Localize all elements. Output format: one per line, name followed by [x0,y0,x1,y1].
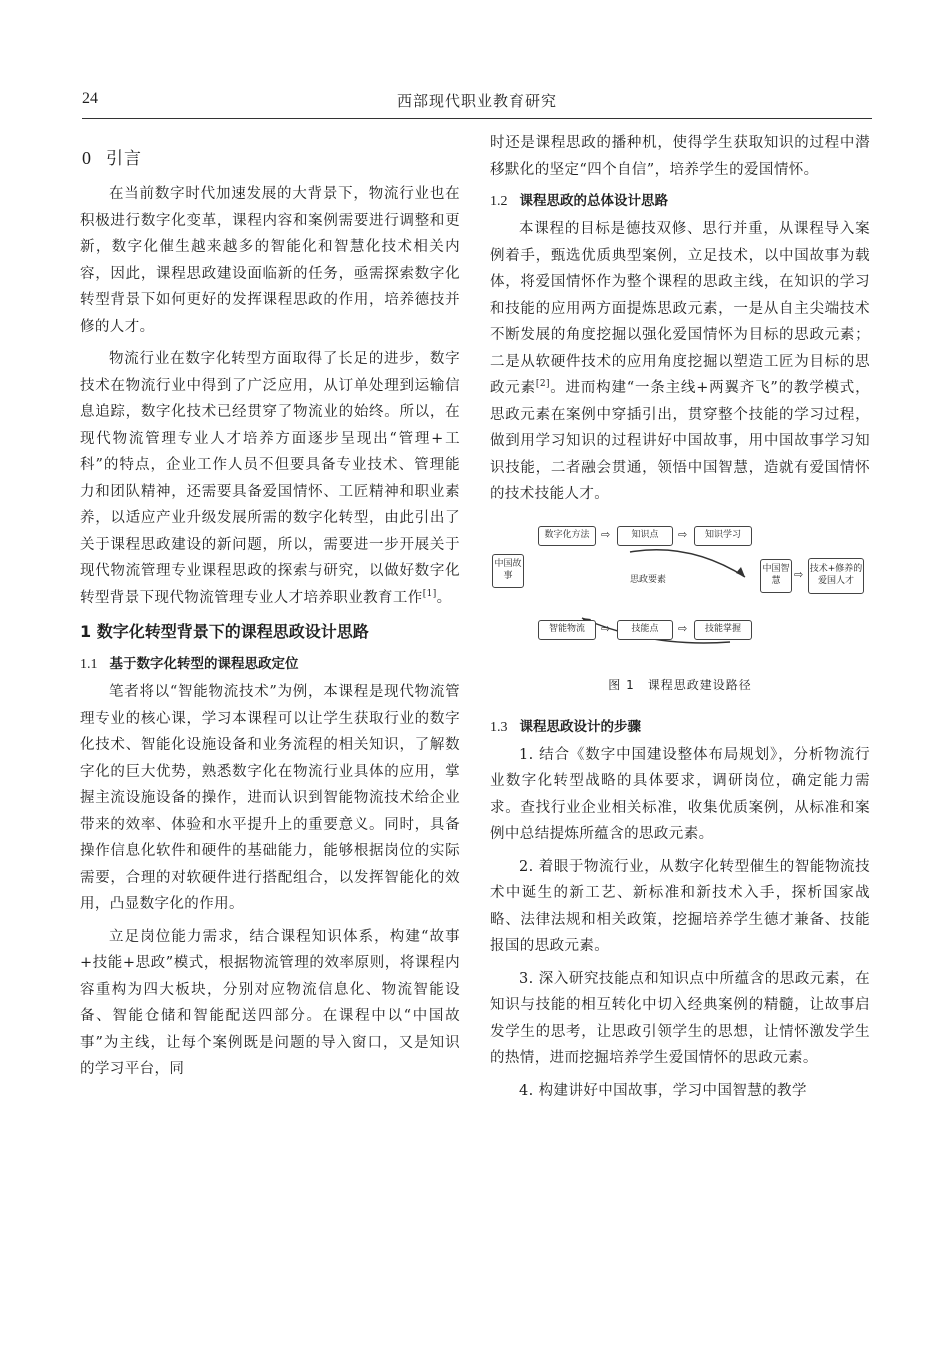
section-1-1-heading [80,652,460,673]
step-2-paragraph: 2. 着眼于物流行业，从数字化转型催生的智能物流技术中诞生的新工艺、新标准和新技术入手，探析国家战略、法律法规和相关政策，挖掘培养学生德才兼备、技能报国的思政元素。 [490,858,870,954]
figure-1-caption: 图 1 课程思政建设路径 [608,677,752,692]
center-label: 思政要素 [630,574,667,585]
section-1-3-heading [490,715,870,736]
intro-paragraph-2-end: 。 [436,589,452,606]
node-skill-mastery: 技能掌握 [694,620,752,640]
intro-paragraph-2 [80,346,460,611]
intro-paragraph-2-text: 物流行业在数字化转型方面取得了长足的进步，数字技术在物流行业中得到了广泛应用，从订单处理到运输信息追踪，数字化技术已经贯穿了物流业的始终。所以，在现代物流管理专业人才培养方面逐步呈现出“管理+工科”的特点，企业工作人员不但要具备专业技术、管理能力和团队精神，还需要具备爱国情怀、工匠精神和职业素养，以适应产业升级发展所需的数字化转型，由此引出了关于课程思政建设的新问题，所以，需要进一步开展关于现代物流管理专业课程思政的探索与研究，以做好数字化转型背景下现代物流管理专业人才培养职业教育工作 [80,351,460,606]
arrow-icon: ⇨ [678,527,688,541]
citation-1: [1] [422,588,437,599]
figure-1-diagram [490,522,870,672]
step-3-paragraph: 3. 深入研究技能点和知识点中所蕴含的思政元素，在知识与技能的相互转化中切入经典案例的精髓，让故事启发学生的思考，让思政引领学生的思想，让情怀激发学生的热情，进而挖掘培养学生爱国情怀的思政元素。 [490,970,870,1066]
intro-paragraph-1: 在当前数字时代加速发展的大背景下，物流行业也在积极进行数字化变革，课程内容和案例需要进行调整和更新，数字化催生越来越多的智能化和智慧化技术相关内容，因此，课程思政建设面临新的任务，亟需探索数字化转型背景下如何更好的发挥课程思政的作用，培养德技并修的人才。 [80,186,460,335]
node-talent-result: 技术+修养的爱国人才 [808,558,864,594]
node-skill-point: 技能点 [617,620,673,640]
page-header [82,90,872,119]
arrow-icon: ⇨ [794,567,804,581]
section-1-2-title: 课程思政的总体设计思路 [519,193,668,209]
node-digital-method: 数字化方法 [538,526,596,546]
step-1-paragraph: 1. 结合《数字中国建设整体布局规划》，分析物流行业数字化转型战略的具体要求，调研岗位，确定能力需求。查找行业企业相关标准，收集优质案例，从标准和案例中总结提炼所蕴含的思政元素。 [490,746,870,842]
section-1-2-paragraph [490,216,870,508]
section-1-2-number: 1.2 [490,194,508,209]
step-4-paragraph: 4. 构建讲好中国故事，学习中国智慧的教学 [519,1082,807,1099]
left-column [80,130,460,1089]
section-1-1-number: 1.1 [80,657,98,672]
intro-heading-number: 0 [82,148,92,168]
continued-paragraph: 时还是课程思政的播种机，使得学生获取知识的过程中潜移默化的坚定“四个自信”，培养学生的爱国情怀。 [490,135,870,178]
arrow-icon: ⇨ [601,621,611,635]
arrowhead-right [736,567,745,577]
section-1-3-number: 1.3 [490,719,508,735]
node-smart-logistics: 智能物流 [538,620,596,640]
section-1-2-paragraph-end: 。进而构建“一条主线+两翼齐飞”的教学模式，思政元素在案例中穿插引出，贯穿整个技能的学习过程，做到用学习知识的过程讲好中国故事，用中国故事学习知识技能，二者融会贯通，领悟中国智慧，造就有爱国情怀的技术技能人才。 [490,380,871,502]
section-1-heading: 1 数字化转型背景下的课程思政设计思路 [80,622,369,641]
node-china-story: 中国故事 [492,554,524,588]
arrow-icon: ⇨ [678,621,688,635]
section-1-1-paragraph-1: 笔者将以“智能物流技术”为例，本课程是现代物流管理专业的核心课，学习本课程可以让学生获取行业的数字化技术、智能化设施设备和业务流程的相关知识，了解数字化的巨大优势，熟悉数字化在物流行业具体的应用，掌握主流设施设备的操作，进而认识到智能物流技术给企业带来的效率、体验和水平提升上的重要意义。同时，具备操作信息化软件和硬件的基础能力，能够根据岗位的实际需要，合理的对软硬件进行搭配组合，以发挥智能化的效用，凸显数字化的作用。 [80,684,460,912]
node-knowledge-learning: 知识学习 [694,526,752,546]
page-number: 24 [82,90,98,107]
node-china-wisdom: 中国智慧 [760,559,792,593]
intro-heading-title: 引言 [106,149,142,169]
section-1-2-paragraph-text: 本课程的目标是德技双修、思行并重，从课程导入案例着手，甄选优质典型案例，立足技术，以中国故事为载体，将爱国情怀作为整个课程的思政主线，在知识的学习和技能的应用两方面提炼思政元素，一是从自主尖端技术不断发展的角度挖掘以强化爱国情怀为目标的思政元素；二是从软硬件技术的应用角度挖掘以塑造工匠为目标的思政元素 [490,221,870,396]
citation-2: [2] [535,379,550,390]
intro-heading [82,144,460,169]
section-1-1-title: 基于数字化转型的课程思政定位 [109,656,299,672]
section-1-3-title: 课程思政设计的步骤 [519,718,641,735]
journal-title: 西部现代职业教育研究 [396,92,557,110]
arrow-icon: ⇨ [601,527,611,541]
right-column [490,130,870,1110]
section-1-2-heading [490,189,870,210]
node-knowledge-point: 知识点 [617,526,673,546]
section-1-1-paragraph-2: 立足岗位能力需求，结合课程知识体系，构建“故事+技能+思政”模式，根据物流管理的效率原则，将课程内容重构为四大板块，分别对应物流信息化、物流智能设备、智能仓储和智能配送四部分。在课程中以“中国故事”为主线，让每个案例既是问题的导入窗口，又是知识的学习平台，同 [80,928,460,1077]
